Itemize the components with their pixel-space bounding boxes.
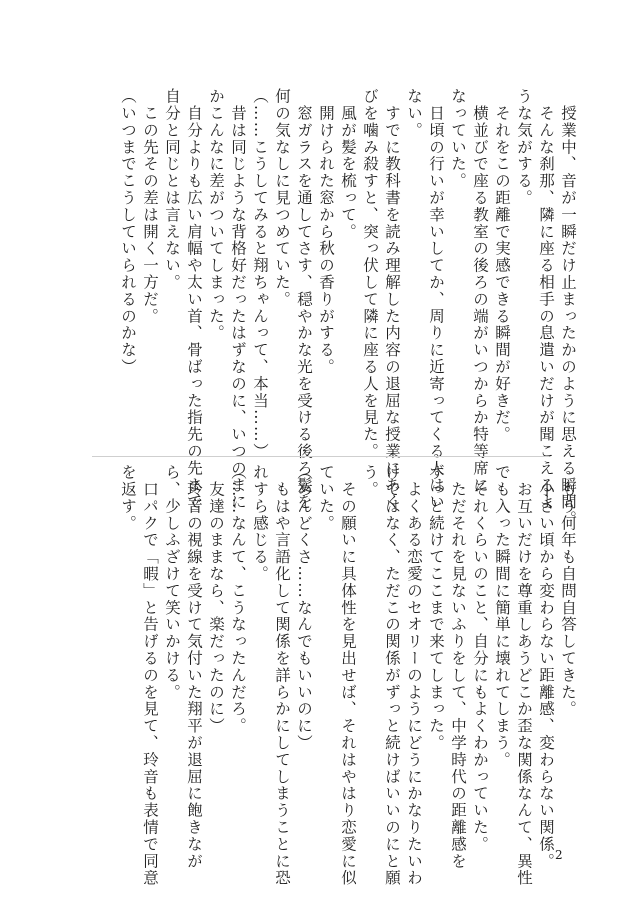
bottom-text-block (0, 464, 641, 887)
text-line: そんな刹那、隣に座る相手の息遣いだけが聞こえるよ (537, 88, 555, 511)
text-line: 小さい頃から変わらない距離感、変わらない関係。 (537, 464, 555, 870)
text-line: 横並びで座る教室の後ろの端がいつからか特等席に (471, 88, 489, 494)
text-line: 玲音の視線を受けて気付いた翔平が退屈に飽きなが (185, 464, 203, 870)
text-line: 友達のままなら、楽だったのに） (207, 464, 225, 735)
page-number: 2 (555, 848, 563, 862)
text-line: ら、少しふざけて笑いかける。 (163, 464, 181, 701)
text-line: よくある恋愛のセオリーのようにどうにかなりたいわ (405, 464, 423, 887)
text-line: 自分と同じとは言えない。 (163, 88, 181, 291)
text-line: 開けられた窓から秋の香りがする。 (317, 88, 335, 376)
text-line: なっていた。 (449, 88, 467, 190)
text-line: この先その差は開く一方だ。 (141, 88, 159, 325)
text-line: （いつまでこうしていられるのかな） (119, 88, 137, 376)
text-line: ただそれを見ないふりをして、中学時代の距離感を (449, 464, 467, 870)
text-line: でも入った瞬間に簡単に壊れてしまう。 (493, 464, 511, 769)
text-line: ない。 (405, 88, 423, 139)
text-line: うな気がする。 (515, 88, 533, 207)
text-line: それをこの距離で実感できる瞬間が好きだ。 (493, 88, 511, 443)
text-line: 風が髪を梳って。 (339, 88, 357, 241)
text-line: 昔は同じような背格好だったはずなのに、いつのまに (229, 88, 247, 511)
text-line: すでに教科書を読み理解した内容の退屈な授業にあく (383, 88, 401, 511)
text-line: それくらいのこと、自分にもよくわかっていた。 (471, 464, 489, 853)
text-line: を返す。 (119, 464, 137, 532)
text-line: けではなく、ただこの関係がずっと続けばいいのにと願 (383, 464, 401, 887)
text-line: もはや言語化して関係を詳らかにしてしまうことに恐 (273, 464, 291, 887)
text-line: （……なんて、こうなったんだろ。 (229, 464, 247, 735)
text-line: その願いに具体性を見出せば、それはやはり恋愛に似 (339, 464, 357, 887)
text-line: もう何年も自問自答してきた。 (559, 464, 577, 718)
text-line: ずっと続けてここまで来てしまった。 (427, 464, 445, 752)
text-line: 窓ガラスを通してさす、穏やかな光を受ける後ろ髪を (295, 88, 313, 511)
text-line: 日頃の行いが幸いしてか、周りに近寄ってくる人はい (427, 88, 445, 511)
text-line: 自分よりも広い肩幅や太い首、骨ばった指先の先まで (185, 88, 203, 511)
text-line: 授業中、音が一瞬だけ止まったかのように思える瞬間。 (559, 88, 577, 528)
text-line: ていた。 (317, 464, 335, 532)
text-line: びを噛み殺すと、突っ伏して隣に座る人を見た。 (361, 88, 379, 460)
text-line: （めんどくさ……なんでもいいのに） (295, 464, 313, 752)
text-line: （……こうしてみると翔ちゃんって、本当……） (251, 88, 269, 460)
text-line: お互いだけを尊重しあうどこか歪な関係なんて、異性 (515, 464, 533, 887)
text-line: う。 (361, 464, 379, 498)
text-line: かこんなに差がついてしまった。 (207, 88, 225, 342)
text-line: れすら感じる。 (251, 464, 269, 583)
section-divider (92, 456, 549, 457)
text-line: 何の気なしに見つめていた。 (273, 88, 291, 308)
text-line: 口パクで「暇」と告げるのを見て、玲音も表情で同意 (141, 464, 159, 887)
